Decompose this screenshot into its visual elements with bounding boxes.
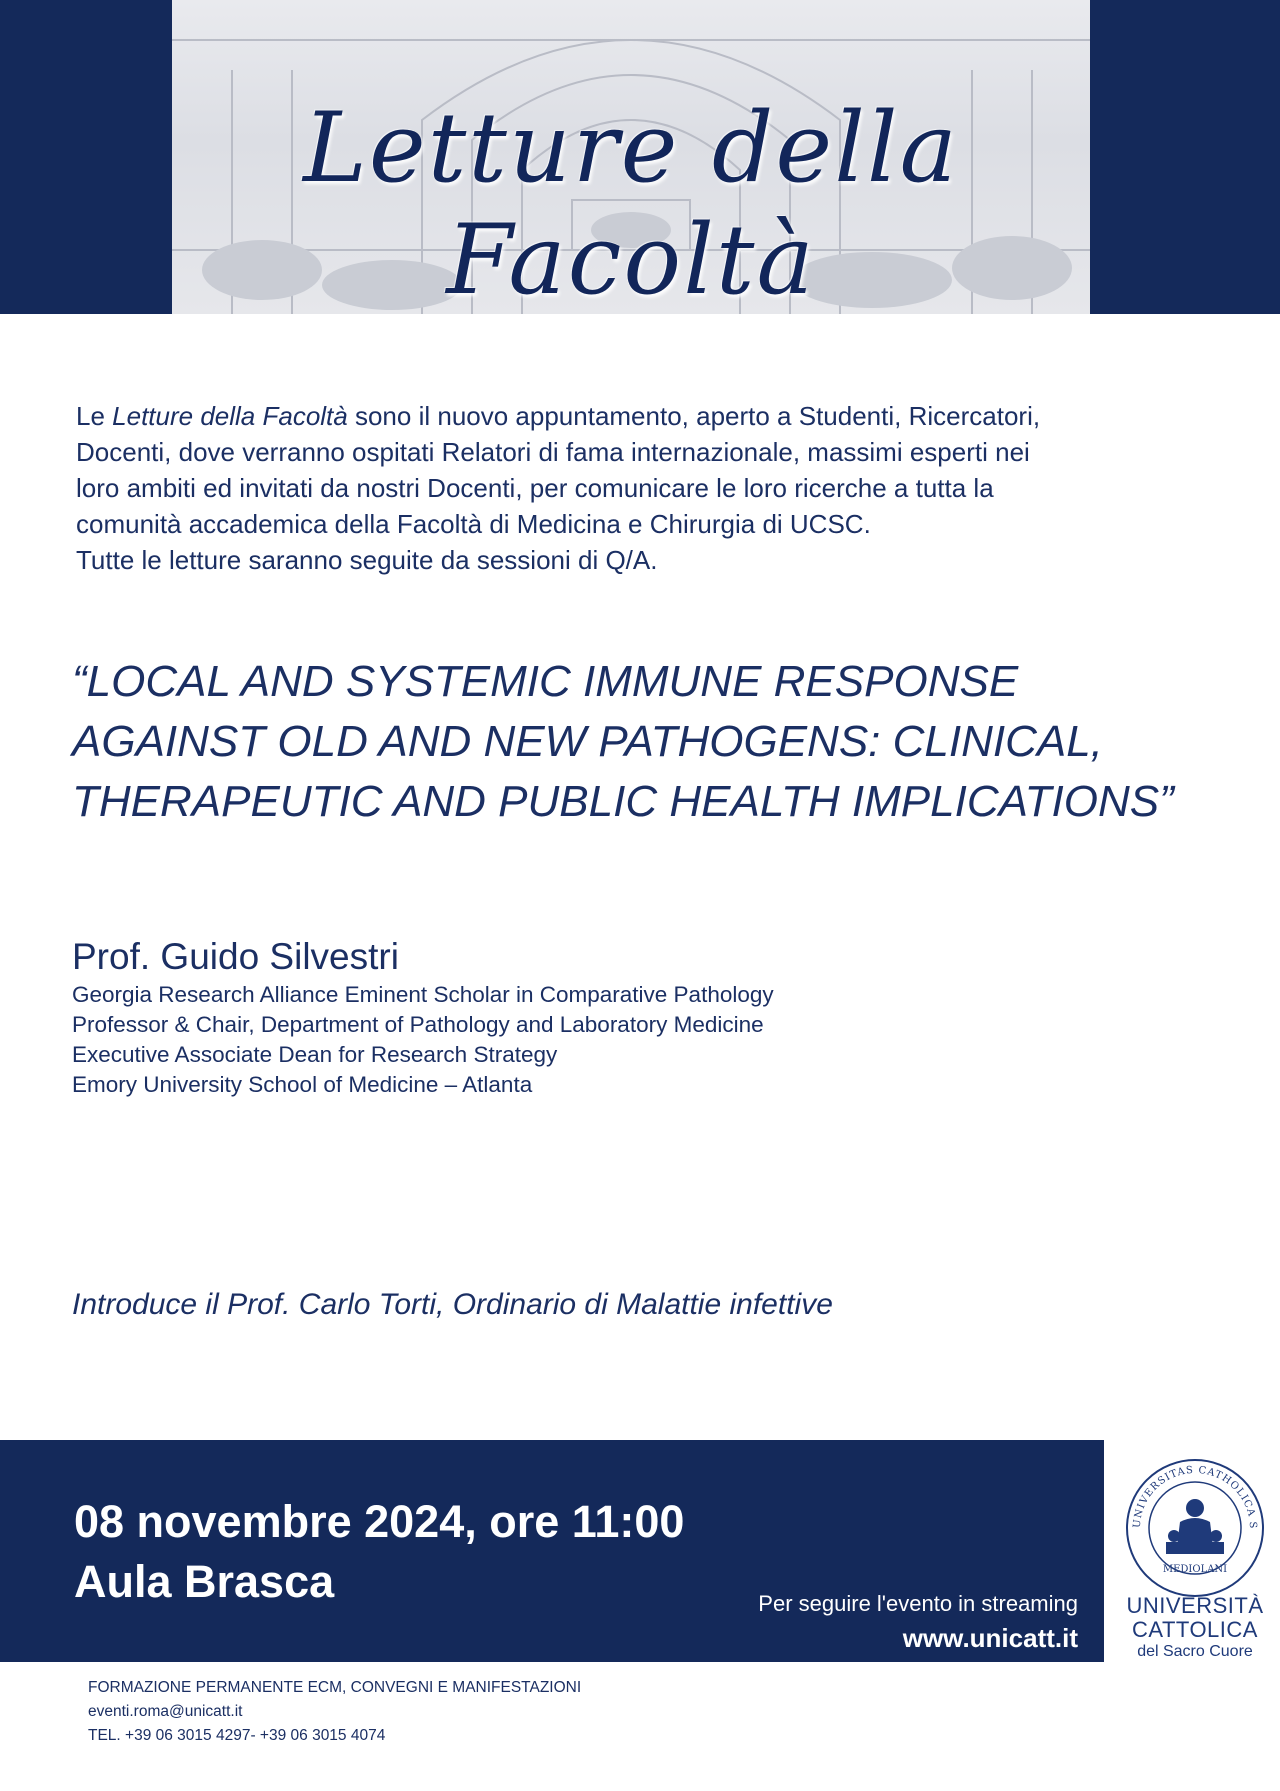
seal-ring-text: UNIVERSITAS CATHOLICA S	[1131, 1464, 1259, 1530]
seal-bottom-text: MEDIOLANI	[1162, 1564, 1228, 1575]
university-name-line: UNIVERSITÀ	[1126, 1593, 1264, 1618]
university-name-line: CATTOLICA	[1132, 1617, 1258, 1642]
svg-text:UNIVERSITAS CATHOLICA SACRI CO	[1110, 1450, 1258, 1530]
header-artwork	[172, 0, 1090, 314]
intro-paragraph	[76, 398, 1216, 578]
header-right-band	[1090, 0, 1280, 314]
streaming-link[interactable]: www.unicatt.it	[902, 1623, 1078, 1653]
lecture-title	[72, 652, 1222, 832]
university-seal-icon	[1110, 1450, 1280, 1600]
speaker-name: Prof. Guido Silvestri	[72, 936, 399, 977]
intro-rest: sono il nuovo appuntamento, aperto a Studenti, Ricercatori,	[347, 401, 1041, 431]
speaker-role: Emory University School of Medicine – Atlanta	[72, 1072, 533, 1097]
speaker-role: Professor & Chair, Department of Pathology and Laboratory Medicine	[72, 1012, 764, 1037]
footer-phone: TEL. +39 06 3015 4297- +39 06 3015 4074	[88, 1727, 386, 1744]
streaming-label: Per seguire l'evento in streaming	[758, 1591, 1078, 1616]
footer-office: FORMAZIONE PERMANENTE ECM, CONVEGNI E MANIFESTAZIONI	[88, 1679, 582, 1696]
speaker-role: Executive Associate Dean for Research Strategy	[72, 1042, 558, 1067]
intro-line: loro ambiti ed invitati da nostri Docenti, per comunicare le loro ricerche a tutta la	[76, 473, 994, 503]
university-name-subline: del Sacro Cuore	[1137, 1643, 1253, 1660]
intro-line: Tutte le letture saranno seguite da sessioni di Q/A.	[76, 545, 658, 575]
intro-prefix: Le	[76, 401, 113, 431]
event-datetime: 08 novembre 2024, ore 11:00	[74, 1496, 685, 1547]
speaker-block	[72, 934, 972, 1100]
footer-email[interactable]: eventi.roma@unicatt.it	[88, 1703, 243, 1720]
intro-line: comunità accademica della Facoltà di Medicina e Chirurgia di UCSC.	[76, 509, 871, 539]
event-venue: Aula Brasca	[74, 1556, 335, 1607]
lecture-title-line: THERAPEUTIC AND PUBLIC HEALTH IMPLICATIONS”	[72, 777, 1174, 826]
university-name	[1110, 1594, 1280, 1662]
contact-footer	[88, 1676, 581, 1748]
lecture-title-line: “LOCAL AND SYSTEMIC IMMUNE RESPONSE	[72, 657, 1019, 706]
intro-line: Docenti, dove verranno ospitati Relatori di fama internazionale, massimi esperti nei	[76, 437, 1030, 467]
header-title: Letture della Facoltà	[303, 92, 959, 314]
lecture-title-line: AGAINST OLD AND NEW PATHOGENS: CLINICAL,	[72, 717, 1103, 766]
introducer-line: Introduce il Prof. Carlo Torti, Ordinario di Malattie infettive	[72, 1288, 833, 1321]
speaker-role: Georgia Research Alliance Eminent Scholar in Comparative Pathology	[72, 982, 774, 1007]
intro-line	[76, 398, 1216, 434]
intro-series-name: Letture della Facoltà	[112, 401, 348, 431]
header-left-band	[0, 0, 172, 314]
